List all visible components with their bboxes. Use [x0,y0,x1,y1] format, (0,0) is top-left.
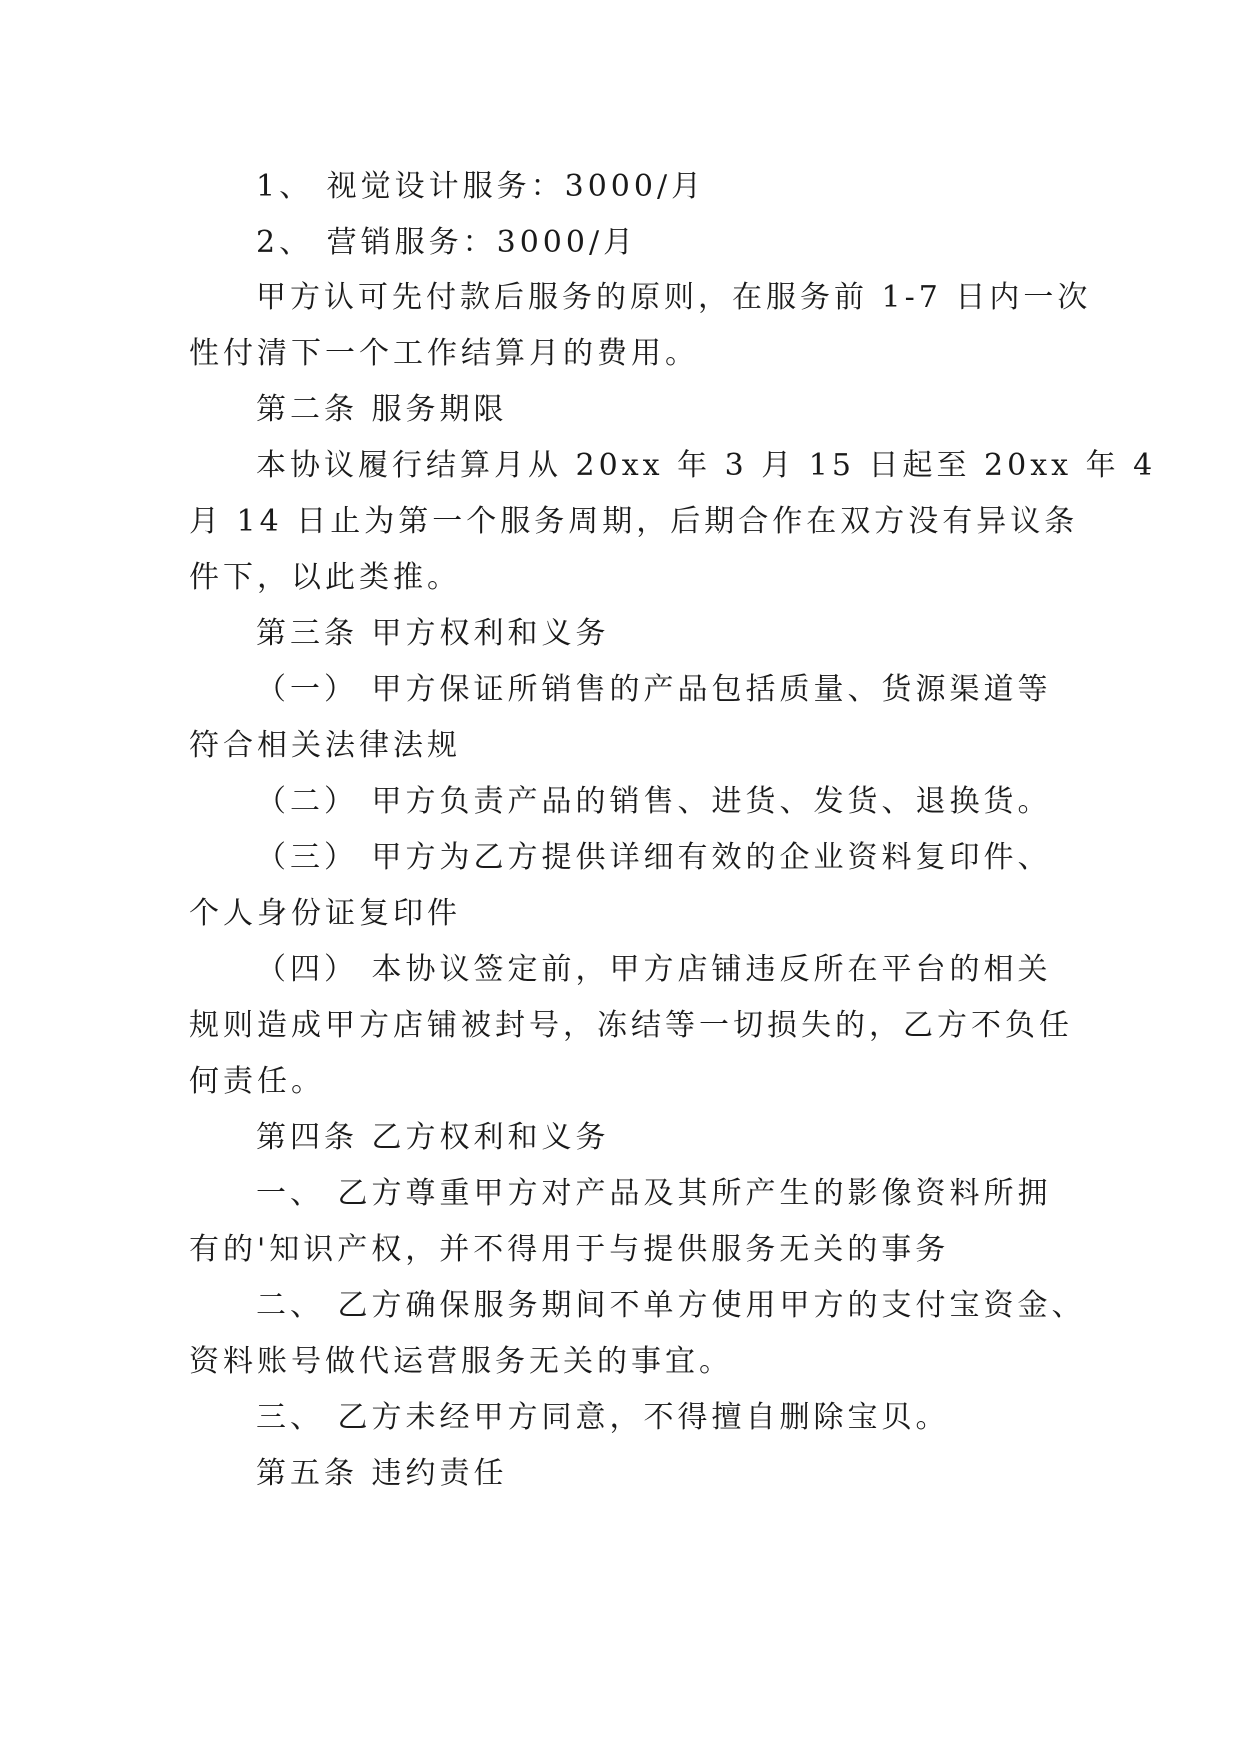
section-heading-5: 第五条 违约责任 [256,1456,508,1491]
section-heading-2: 第二条 服务期限 [256,392,508,427]
paragraph-line: 本协议履行结算月从 20xx 年 3 月 15 日起至 20xx 年 4 [256,448,1157,483]
clause-item: 三、 乙方未经甲方同意，不得擅自删除宝贝。 [256,1400,950,1435]
section-heading-4: 第四条 乙方权利和义务 [256,1120,610,1155]
paragraph-line: 有的'知识产权，并不得用于与提供服务无关的事务 [189,1232,950,1267]
paragraph-line: 甲方认可先付款后服务的原则，在服务前 1-7 日内一次 [256,280,1092,315]
paragraph-line: 月 14 日止为第一个服务周期，后期合作在双方没有异议条 [189,504,1079,539]
service-item-2: 2、 营销服务：3000/月 [256,225,638,260]
clause-item: （三） 甲方为乙方提供详细有效的企业资料复印件、 [256,840,1052,875]
paragraph-line: 个人身份证复印件 [189,896,461,931]
clause-item: 一、 乙方尊重甲方对产品及其所产生的影像资料所拥 [256,1176,1052,1211]
paragraph-line: 件下，以此类推。 [189,560,461,595]
clause-item: （一） 甲方保证所销售的产品包括质量、货源渠道等 [256,672,1052,707]
clause-item: （四） 本协议签定前，甲方店铺违反所在平台的相关 [256,952,1052,987]
section-heading-3: 第三条 甲方权利和义务 [256,616,610,651]
paragraph-line: 符合相关法律法规 [189,728,461,763]
paragraph-line: 何责任。 [189,1064,325,1099]
paragraph-line: 资料账号做代运营服务无关的事宜。 [189,1344,733,1379]
paragraph-line: 规则造成甲方店铺被封号，冻结等一切损失的，乙方不负任 [189,1008,1073,1043]
clause-item: （二） 甲方负责产品的销售、进货、发货、退换货。 [256,784,1052,819]
service-item-1: 1、 视觉设计服务：3000/月 [256,169,706,204]
paragraph-line: 性付清下一个工作结算月的费用。 [189,336,699,371]
clause-item: 二、 乙方确保服务期间不单方使用甲方的支付宝资金、 [256,1288,1086,1323]
